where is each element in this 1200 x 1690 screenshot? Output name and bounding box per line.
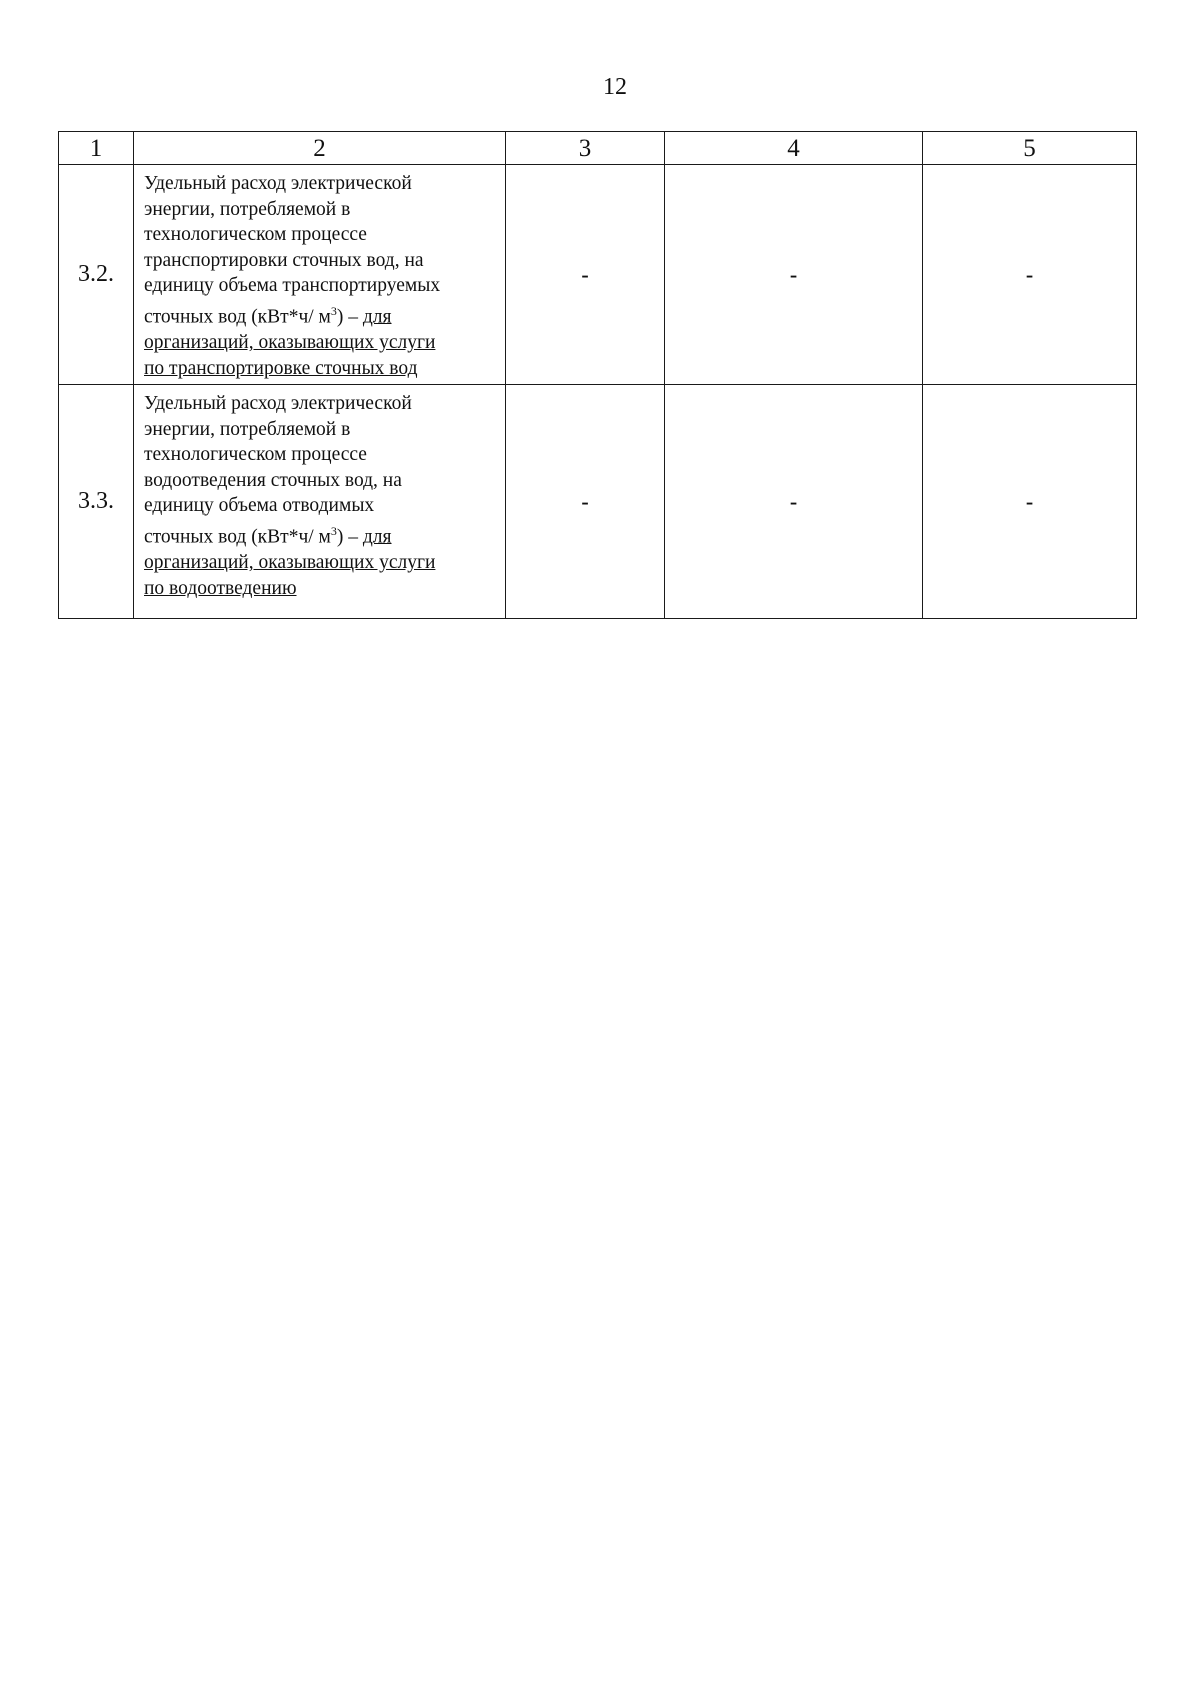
units-superscript: 3 [330,523,337,538]
units-text: сточных вод (кВт*ч/ м [144,306,331,328]
description-line: единицу объема отводимых [144,495,375,517]
column-header-3: 3 [506,132,665,165]
table-row [59,165,1137,385]
value-col5: - [923,165,1137,385]
description-line: единицу объема транспортируемых [144,275,441,297]
value-col5: - [923,385,1137,619]
underlined-text: для [362,306,392,328]
description-line: технологическом процессе [144,444,367,466]
column-header-4: 4 [665,132,923,165]
column-header-5: 5 [923,132,1137,165]
description-line: Удельный расход электрической [144,393,412,414]
column-header-1: 1 [59,132,134,165]
description-line: технологическом процессе [144,224,367,246]
underlined-line: по водоотведению [144,577,297,599]
page-number: 12 [603,74,627,100]
table-row [59,385,1137,619]
units-line [144,299,499,330]
value-col4: - [665,165,923,385]
underlined-line: по транспортировке сточных вод [144,357,418,379]
table-header-row [59,132,1137,165]
row-number: 3.2. [59,165,134,385]
units-text-end: ) – [336,526,363,548]
description-line: энергии, потребляемой в [144,418,351,440]
value-col4: - [665,385,923,619]
underlined-line: организаций, оказывающих услуги [144,552,436,574]
row-description [134,165,506,385]
units-superscript: 3 [330,303,337,318]
row-description [134,385,506,619]
indicators-table [58,131,1137,619]
description-line: транспортировки сточных вод, на [144,249,424,271]
units-text-end: ) – [336,306,363,328]
value-col3: - [506,385,665,619]
row-number: 3.3. [59,385,134,619]
description-line: Удельный расход электрической [144,173,412,194]
underlined-line: организаций, оказывающих услуги [144,332,436,354]
units-line [144,519,499,550]
units-text: сточных вод (кВт*ч/ м [144,526,331,548]
column-header-2: 2 [134,132,506,165]
value-col3: - [506,165,665,385]
description-line: водоотведения сточных вод, на [144,469,402,491]
underlined-text: для [362,526,392,548]
description-line: энергии, потребляемой в [144,198,351,220]
